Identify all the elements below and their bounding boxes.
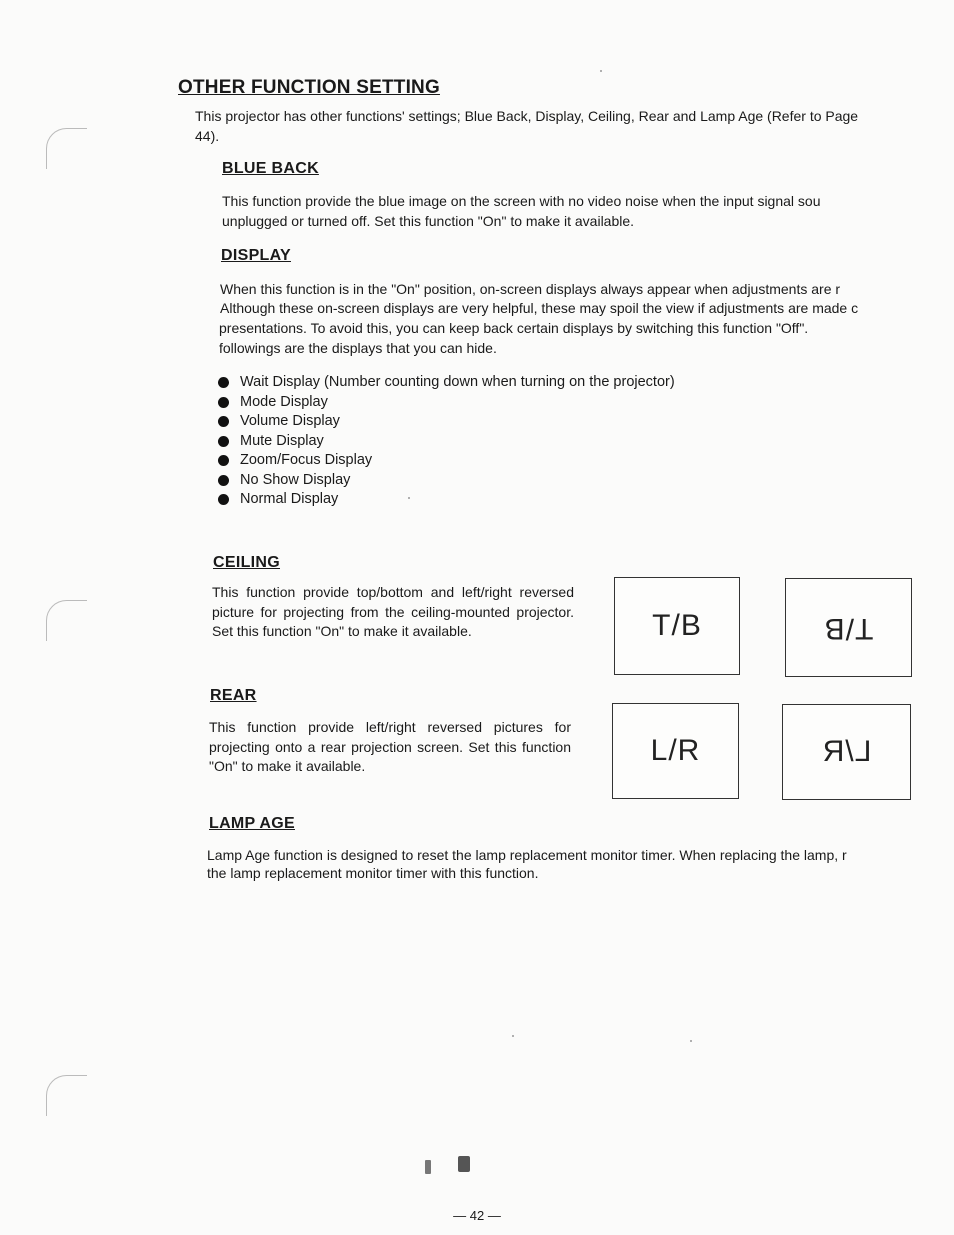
display-heading: DISPLAY: [221, 247, 291, 264]
list-item: Zoom/Focus Display: [218, 451, 675, 471]
figure-mirrored-left-right: [782, 704, 911, 800]
ceiling-heading: CEILING: [213, 554, 280, 571]
rear-description: This function provide left/right reversed pictures for projecting onto a rear projection screen. Set this function "On" to make it available.: [209, 719, 571, 774]
blue-back-heading: BLUE BACK: [222, 160, 319, 177]
page-number: — 42 —: [453, 1208, 501, 1223]
figure-flipped-top-bottom: [785, 578, 912, 677]
display-line-3: presentations. To avoid this, you can keep back certain displays by switching this function "Off".: [219, 320, 809, 336]
scan-speck: [408, 497, 410, 499]
blue-back-line-1: This function provide the blue image on the screen with no video noise when the input signal sou: [222, 193, 821, 209]
display-line-2: Although these on-screen displays are very helpful, these may spoil the view if adjustments are made c: [220, 300, 859, 316]
lamp-age-line-2: the lamp replacement monitor timer with this function.: [207, 865, 539, 881]
list-item: Normal Display: [218, 490, 675, 510]
scan-speck: [458, 1156, 470, 1172]
list-item: Volume Display: [218, 412, 675, 432]
punch-hole-middle: [46, 600, 87, 641]
list-item: No Show Display: [218, 471, 675, 491]
blue-back-line-2: unplugged or turned off. Set this function "On" to make it available.: [222, 213, 635, 229]
scan-speck: [600, 70, 602, 72]
intro-line-2: 44).: [195, 128, 220, 144]
page-title: OTHER FUNCTION SETTING: [178, 77, 440, 98]
figure-normal-left-right: [612, 703, 739, 799]
figure-label: L/R: [650, 734, 701, 767]
display-line-4: followings are the displays that you can hide.: [219, 340, 497, 356]
list-item: Mute Display: [218, 432, 675, 452]
figure-label: L/R: [821, 735, 872, 768]
scan-speck: [512, 1035, 514, 1037]
punch-hole-bottom: [46, 1075, 87, 1116]
scan-speck: [690, 1040, 692, 1042]
figure-label: T/B: [652, 609, 702, 642]
hideable-display-list: [218, 373, 675, 510]
figure-label: T/B: [823, 611, 874, 645]
display-line-1: When this function is in the "On" position, on-screen displays always appear when adjustments are r: [220, 281, 841, 297]
list-item: Mode Display: [218, 393, 675, 413]
list-item: Wait Display (Number counting down when turning on the projector): [218, 373, 675, 393]
figure-normal-top-bottom: [614, 577, 740, 675]
ceiling-description: This function provide top/bottom and left/right reversed picture for projecting from the ceiling-mounted projector. Set this function "On" to make it available.: [212, 584, 574, 639]
lamp-age-line-1: Lamp Age function is designed to reset the lamp replacement monitor timer. When replacing the lamp, r: [207, 847, 847, 863]
lamp-age-heading: LAMP AGE: [209, 815, 295, 832]
scan-speck: [425, 1160, 431, 1174]
punch-hole-top: [46, 128, 87, 169]
rear-heading: REAR: [210, 687, 257, 704]
intro-line-1: This projector has other functions' settings; Blue Back, Display, Ceiling, Rear and Lamp Age (Refer to Page: [195, 108, 859, 124]
